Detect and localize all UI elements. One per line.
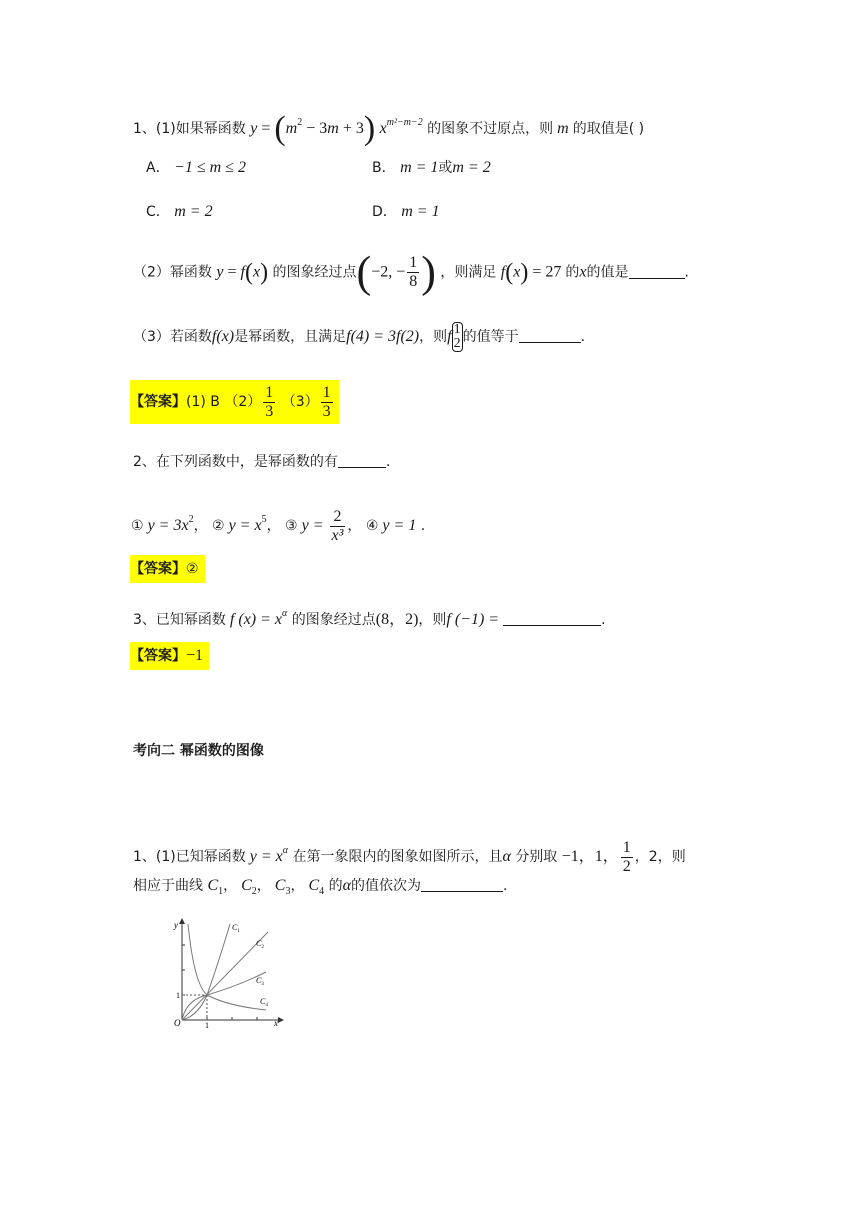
q3-answer — [130, 642, 209, 670]
p2-f2-pc: ) — [520, 259, 529, 286]
q3-blank[interactable] — [503, 611, 601, 626]
y-label: y — [174, 920, 178, 930]
p2-point-x: −2, − — [371, 263, 406, 281]
p3-fx: f(x) — [211, 328, 235, 345]
p2-point-paren-o: ( — [356, 247, 372, 297]
p2-end: 的值是 — [586, 264, 629, 281]
p3-eq: f(4) = 3f(2) — [346, 328, 420, 345]
q2-line: 2、在下列函数中，是幂函数的有 . — [133, 454, 391, 470]
q4-line1 — [133, 836, 686, 876]
p2-tail: 的 — [565, 264, 580, 281]
q1-m-var: m — [553, 120, 573, 137]
p2-mid2: ，则满足 — [440, 264, 497, 281]
q1-option-c — [146, 202, 213, 222]
q2-text: 2、在下列函数中，是幂函数的有 — [133, 454, 338, 470]
option-b-or: 或 — [438, 160, 453, 176]
p2-frac: $\frac{1}{8}$ — [409, 254, 418, 290]
formula-exponent: m²−m−2 — [386, 117, 423, 128]
p3-frac-box: 1 2 — [453, 322, 461, 351]
answer-label: 【答案】 — [130, 394, 186, 410]
q4-tail: ，2，则 — [634, 849, 686, 865]
choice-2-exp: 5 — [261, 514, 267, 525]
q4-c2-sub: 2 — [251, 886, 257, 897]
choice-3-mark: ③ — [285, 518, 298, 534]
q1-mid-text: 的图象不过原点，则 — [427, 121, 554, 137]
y-axis-arrow — [179, 918, 185, 924]
choice-1-exp: 2 — [188, 514, 194, 525]
option-c-label: C． — [146, 204, 170, 220]
formula-y: y — [250, 120, 258, 137]
p2-y: y — [216, 263, 224, 281]
q3-then: ，则 — [418, 612, 447, 628]
p2-paren-o: ( — [244, 259, 253, 286]
q3-fx: f (x) = x — [225, 611, 283, 628]
p3-f: f — [447, 328, 452, 345]
answer-frac-2: $\frac{1}{3}$ — [265, 383, 274, 420]
q2-answer — [130, 555, 205, 583]
q1-option-b — [372, 158, 491, 178]
q4-line2-pre: 相应于曲线 — [133, 878, 203, 894]
answer-part1: (1) B — [186, 394, 220, 410]
q4-c1-sub: 1 — [218, 886, 224, 897]
p2-f: f — [240, 263, 245, 281]
q3-answer-value: −1 — [186, 647, 204, 664]
label-c4: $C_4$ — [260, 997, 268, 1008]
p2-mid: 的图象经过点 — [272, 264, 357, 281]
y-tick-label: 1 — [176, 991, 180, 1000]
q2-answer-value: ② — [186, 561, 199, 577]
q1-part2: （2）幂函数 y = f(x) 的图象经过点(−2, − $\frac{1}{8}$ ) ，则满足 f(x) = 27 的x的值是 . — [133, 247, 689, 297]
p2-f2: f — [500, 263, 506, 281]
formula-x: x — [379, 120, 387, 137]
q3-f-neg1: f (−1) = — [446, 611, 504, 628]
p3-end: 的值等于 — [462, 329, 519, 345]
q4-c4: C — [304, 877, 320, 894]
q4-c3-sub: 3 — [285, 886, 291, 897]
formula-m2: m — [285, 120, 298, 137]
choice-4: y = 1 — [378, 517, 417, 534]
choice-2-mark: ② — [212, 518, 225, 534]
answer-part3-label: （3） — [281, 394, 319, 410]
q1-option-d — [372, 202, 440, 222]
section-heading: 考向二 幂函数的图像 — [133, 743, 264, 759]
option-d-label: D． — [372, 204, 397, 220]
p3-prefix: （3）若函数 — [133, 329, 212, 345]
p2-x: x — [579, 263, 587, 281]
p2-f2-x: x — [513, 263, 521, 281]
p2-eq: = — [223, 263, 241, 281]
paren-open: ( — [274, 110, 286, 147]
choice-3-frac: $\frac{2}{\text{x³}}$ — [331, 507, 344, 544]
answer-part2-label: （2） — [224, 394, 262, 410]
option-d-value: m = 1 — [401, 203, 440, 220]
formula-plus: + 3 — [338, 120, 364, 137]
q4-half: $\frac{1}{2}$ — [622, 838, 631, 875]
p2-27: = 27 — [528, 263, 566, 281]
p2-x-arg: x — [252, 263, 261, 281]
option-b-value2: m = 2 — [452, 159, 491, 176]
q4-blank[interactable] — [421, 877, 503, 892]
q3-line: 3、已知幂函数 f $(x) = x^\alpha$ 的图象经过点(8，2)，则f (−1) = . — [133, 608, 606, 628]
origin-label: O — [174, 1018, 181, 1028]
p3-then: ，则 — [419, 329, 448, 345]
paren-close: ) — [363, 110, 376, 147]
option-b-value1: m = 1 — [400, 159, 439, 176]
q3-mid: 的图象经过点 — [291, 612, 376, 628]
formula-minus: − 3 — [302, 120, 328, 137]
q3-point: (8，2) — [375, 611, 419, 628]
x-label: x — [274, 1018, 278, 1028]
p2-point-paren-c: ) — [421, 247, 436, 297]
q1-line — [133, 112, 644, 146]
q2-choices: ① $y = 3x^2$， ② $y = x^5$， ③ y = $\frac{2}{\text{x³}}$ ， ④ y = 1 . — [131, 507, 426, 544]
answer-frac-3: $\frac{1}{3}$ — [322, 383, 331, 420]
q4-prefix: 1、(1)已知幂函数 — [133, 849, 246, 865]
option-a-label: A． — [146, 160, 170, 176]
q4-line2-end: 的值依次为 — [351, 878, 421, 894]
option-b-label: B． — [372, 160, 396, 176]
formula-eq: = — [257, 120, 275, 137]
q2-answer-label: 【答案】 — [130, 561, 186, 577]
choice-2: y = x — [224, 517, 262, 534]
p2-prefix: （2）幂函数 — [133, 264, 212, 281]
q4-mid2: 分别取 — [515, 849, 558, 865]
q3-prefix: 3、已知幂函数 — [133, 612, 226, 628]
x-axis-arrow — [278, 1017, 284, 1023]
q4-vals: −1，1， — [561, 848, 619, 865]
label-c3: $C_3$ — [256, 976, 264, 987]
choice-3: y = — [297, 517, 328, 534]
q4-c4-sub: 4 — [319, 886, 325, 897]
p2-f2-po: ( — [505, 259, 514, 286]
choice-4-mark: ④ — [365, 518, 379, 534]
q4-alpha-exp: α — [282, 845, 288, 856]
p3-mid: 是幂函数，且满足 — [234, 329, 347, 345]
answer-blank-3[interactable] — [519, 328, 581, 343]
q3-answer-label: 【答案】 — [130, 648, 186, 664]
q1-tail-text: 的取值是( ) — [572, 121, 645, 137]
answer-blank[interactable] — [629, 264, 685, 279]
q4-line2: 相应于曲线 $C_1$， $C_2$， $C_3$， $C_4$ 的α的值依次为 . — [133, 877, 508, 897]
choice-1: y = 3x — [143, 517, 189, 534]
q4-alpha: α — [502, 848, 511, 865]
q4-mid: 在第一象限内的图象如图所示，且 — [292, 849, 503, 865]
q1-number: 1、(1)如果幂函数 — [133, 121, 246, 137]
power-function-graph — [168, 916, 284, 1028]
q4-line2-mid: 的 — [328, 878, 343, 894]
q4-c2: C — [237, 877, 252, 894]
option-c-value: m = 2 — [174, 203, 213, 220]
choice-1-mark: ① — [131, 518, 144, 534]
q3-alpha-exp: α — [282, 608, 288, 619]
formula-sq: 2 — [297, 117, 303, 128]
q2-blank[interactable] — [338, 453, 386, 468]
q1-answer — [130, 380, 339, 424]
q4-formula: y = x — [245, 848, 283, 865]
label-c1: $C_1$ — [232, 923, 240, 934]
label-c2: $C_2$ — [256, 939, 264, 950]
formula-m: m — [327, 120, 339, 137]
q4-curves: C — [207, 877, 219, 894]
p2-paren-c: ) — [260, 259, 269, 286]
q4-alpha-2: α — [342, 877, 351, 894]
x-tick-label: 1 — [205, 1021, 209, 1028]
q1-part3: （3）若函数f(x)是幂函数，且满足f(4) = 3f(2)，则f 1 2 的值等于 . — [133, 322, 586, 351]
option-a-value: −1 ≤ m ≤ 2 — [174, 159, 246, 176]
q4-c3: C — [270, 877, 286, 894]
q1-option-a — [146, 158, 246, 178]
